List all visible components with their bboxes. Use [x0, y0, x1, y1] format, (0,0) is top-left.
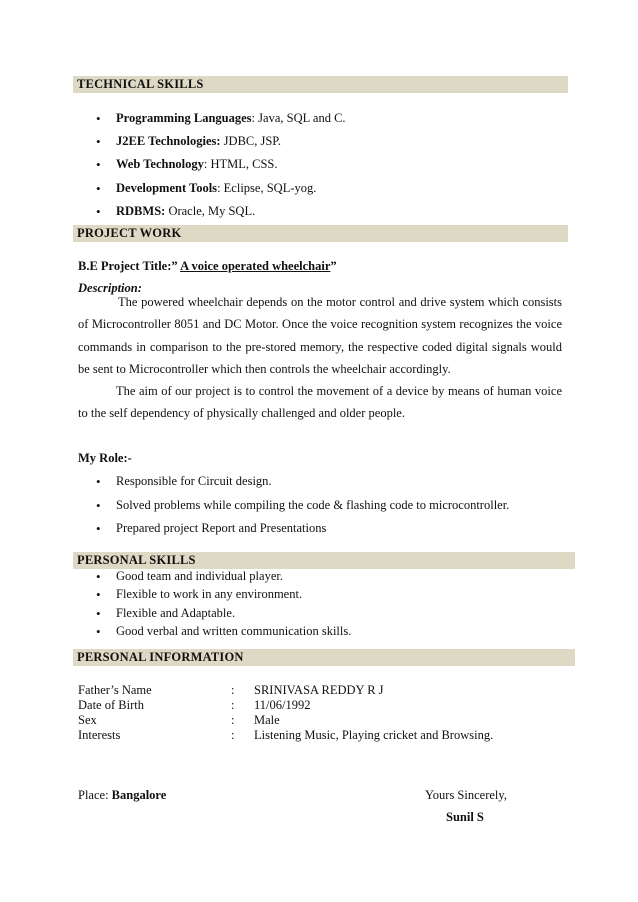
info-label: Father’s Name [78, 683, 152, 697]
list-item [78, 110, 346, 133]
personal-skills-heading: PERSONAL SKILLS [73, 552, 575, 569]
skill-value: HTML, CSS. [207, 157, 278, 172]
skill-sep: : [203, 157, 208, 172]
info-colon: : [231, 728, 235, 742]
personal-skills-list [78, 568, 351, 641]
project-description [78, 291, 562, 425]
skill-value: JDBC, JSP. [220, 134, 281, 149]
skill-label: Web Technology [116, 157, 204, 172]
info-colon: : [231, 698, 235, 712]
list-item: • Solved problems while compiling the code & flashing code to microcontroller. [78, 497, 509, 521]
list-item [78, 156, 346, 179]
my-role-label: My Role:- [78, 451, 132, 465]
skill-sep: : [217, 180, 221, 195]
skill-sep: : [251, 111, 256, 125]
list-item [78, 180, 346, 203]
info-value: 11/06/1992 [254, 698, 311, 712]
project-work-heading: PROJECT WORK [73, 225, 568, 242]
skill-label: Programming Languages [116, 111, 252, 125]
list-item: • Responsible for Circuit design. [78, 473, 509, 497]
project-title-value: A voice operated wheelchair [180, 259, 331, 273]
list-item [78, 203, 346, 226]
info-colon: : [231, 683, 235, 697]
skill-label: RDBMS: [116, 203, 166, 218]
closing-text: Yours Sincerely, [425, 788, 507, 802]
list-item: • Good team and individual player. [78, 568, 351, 586]
place-value: Bangalore [111, 788, 167, 802]
skill-value: Eclipse, SQL-yog. [220, 180, 317, 195]
project-title-label: B.E Project Title:” [78, 259, 178, 273]
skill-value: Java, SQL and C. [255, 111, 346, 125]
skill-label: J2EE Technologies: [116, 134, 221, 149]
technical-skills-heading: TECHNICAL SKILLS [73, 76, 568, 93]
personal-information-heading: PERSONAL INFORMATION [73, 649, 575, 666]
list-item: • Flexible and Adaptable. [78, 605, 351, 623]
description-paragraph-2: The aim of our project is to control the movement of a device by means of human voice to the self dependency of physically challenged and older people. [78, 384, 562, 421]
list-item: • Good verbal and written communication skills. [78, 623, 351, 641]
skill-value: Oracle, My SQL. [165, 203, 256, 218]
info-value: Male [254, 713, 280, 727]
project-title [78, 259, 337, 274]
description-paragraph-1: The powered wheelchair depends on the motor control and drive system which consists of Microcontroller 8051 and DC Motor. Once the voice recognition system recognizes the voice commands in comparison to the pre-stored memory, the respective coded digital signals would be sent to Microcontroller which then controls the wheelchair accordingly. [78, 295, 562, 376]
place [78, 788, 166, 803]
description-label: Description: [78, 281, 142, 295]
info-label: Sex [78, 713, 97, 727]
info-colon: : [231, 713, 235, 727]
place-label: Place: [78, 788, 112, 802]
info-value: SRINIVASA REDDY R J [254, 683, 384, 697]
list-item: • Flexible to work in any environment. [78, 586, 351, 604]
list-item [78, 133, 346, 156]
skill-label: Development Tools [116, 180, 218, 195]
my-role-list [78, 473, 509, 544]
technical-skills-list [78, 110, 346, 226]
info-label: Interests [78, 728, 121, 742]
project-title-close: ” [330, 259, 337, 273]
list-item: • Prepared project Report and Presentations [78, 520, 509, 544]
info-value: Listening Music, Playing cricket and Browsing. [254, 728, 494, 742]
signature-name: Sunil S [446, 810, 484, 824]
info-label: Date of Birth [78, 698, 144, 712]
